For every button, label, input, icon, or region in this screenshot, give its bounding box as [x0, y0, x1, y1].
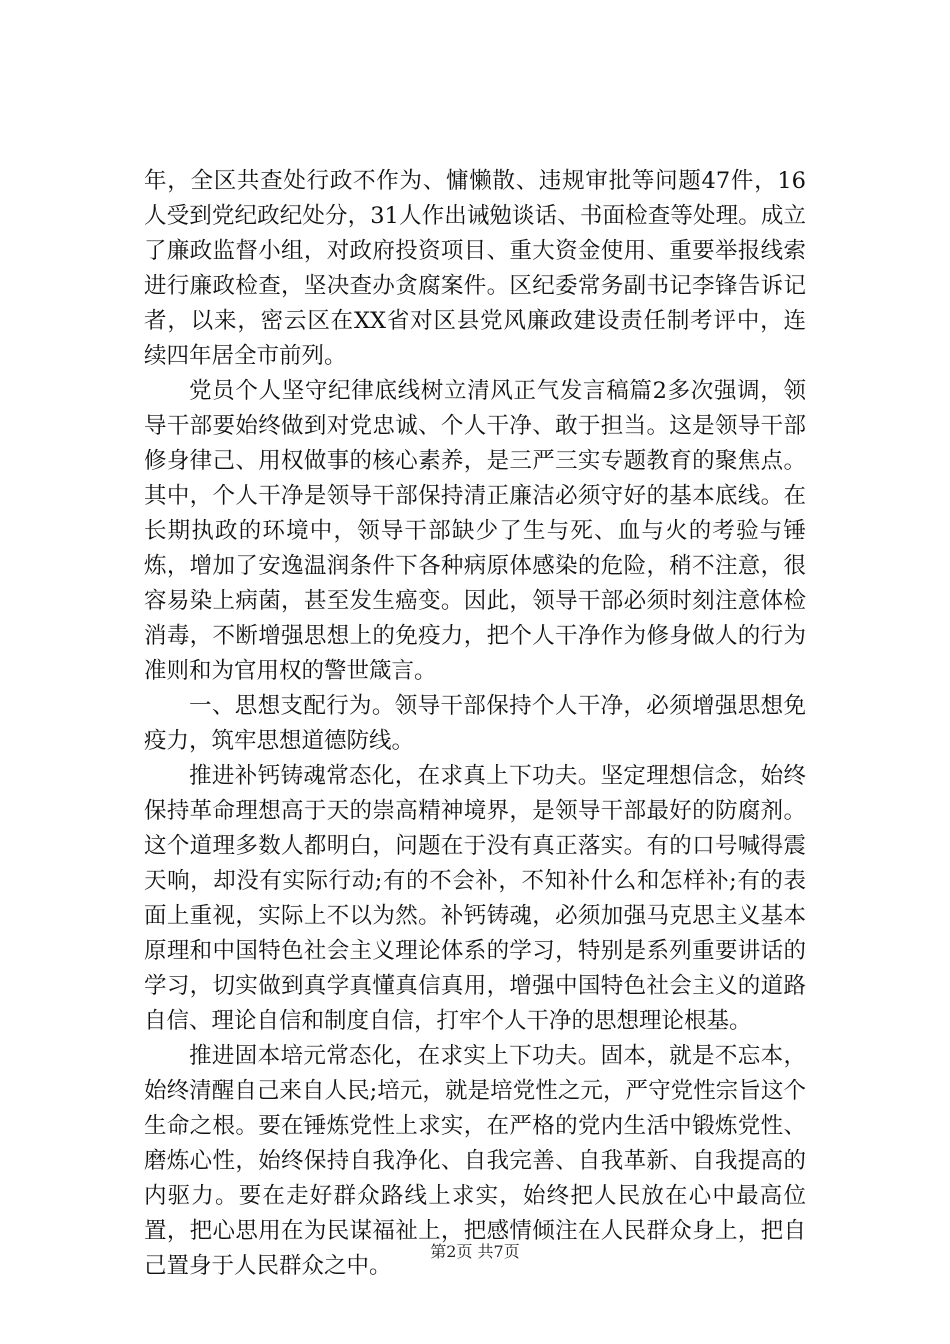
paragraph-5: 推进固本培元常态化，在求实上下功夫。固本，就是不忘本，始终清醒自己来自人民;培元，就是培党性之元，严守党性宗旨这个生命之根。要在锤炼党性上求实，在严格的党内生活中锻炼党性、磨炼心性，始终保持自我净化、自我完善、自我革新、自我提高的内驱力。要在走好群众路线上求实，始终把人民放在心中最高位置，把心思用在为民谋福祉上，把感情倾注在人民群众身上，把自己置身于人民群众之中。 [144, 1043, 806, 1279]
page-number-footer: 第2页 共7页 [430, 1242, 520, 1261]
paragraph-2: 党员个人坚守纪律底线树立清风正气发言稿篇2多次强调，领导干部要始终做到对党忠诚、个人干净、敢于担当。这是领导干部修身律己、用权做事的核心素养，是三严三实专题教育的聚焦点。其中，个人干净是领导干部保持清正廉洁必须守好的基本底线。在长期执政的环境中，领导干部缺少了生与死、血与火的考验与锤炼，增加了安逸温润条件下各种病原体感染的危险，稍不注意，很容易染上病菌，甚至发生癌变。因此，领导干部必须时刻注意体检消毒，不断增强思想上的免疫力，把个人干净作为修身做人的行为准则和为官用权的警世箴言。 [144, 378, 806, 684]
paragraph-3: 一、思想支配行为。领导干部保持个人干净，必须增强思想免疫力，筑牢思想道德防线。 [144, 693, 806, 754]
paragraph-1: 年，全区共查处行政不作为、慵懒散、违规审批等问题47件，16人受到党纪政纪处分，31人作出诫勉谈话、书面检查等处理。成立了廉政监督小组，对政府投资项目、重大资金使用、重要举报线索进行廉政检查，坚决查办贪腐案件。区纪委常务副书记李锋告诉记者，以来，密云区在XX省对区县党风廉政建设责任制考评中，连续四年居全市前列。 [144, 168, 806, 369]
paragraph-4: 推进补钙铸魂常态化，在求真上下功夫。坚定理想信念，始终保持革命理想高于天的崇高精神境界，是领导干部最好的防腐剂。这个道理多数人都明白，问题在于没有真正落实。有的口号喊得震天响，却没有实际行动;有的不会补，不知补什么和怎样补;有的表面上重视，实际上不以为然。补钙铸魂，必须加强马克思主义基本原理和中国特色社会主义理论体系的学习，特别是系列重要讲话的学习，切实做到真学真懂真信真用，增强中国特色社会主义的道路自信、理论自信和制度自信，打牢个人干净的思想理论根基。 [144, 763, 806, 1034]
document-body [144, 164, 806, 1284]
